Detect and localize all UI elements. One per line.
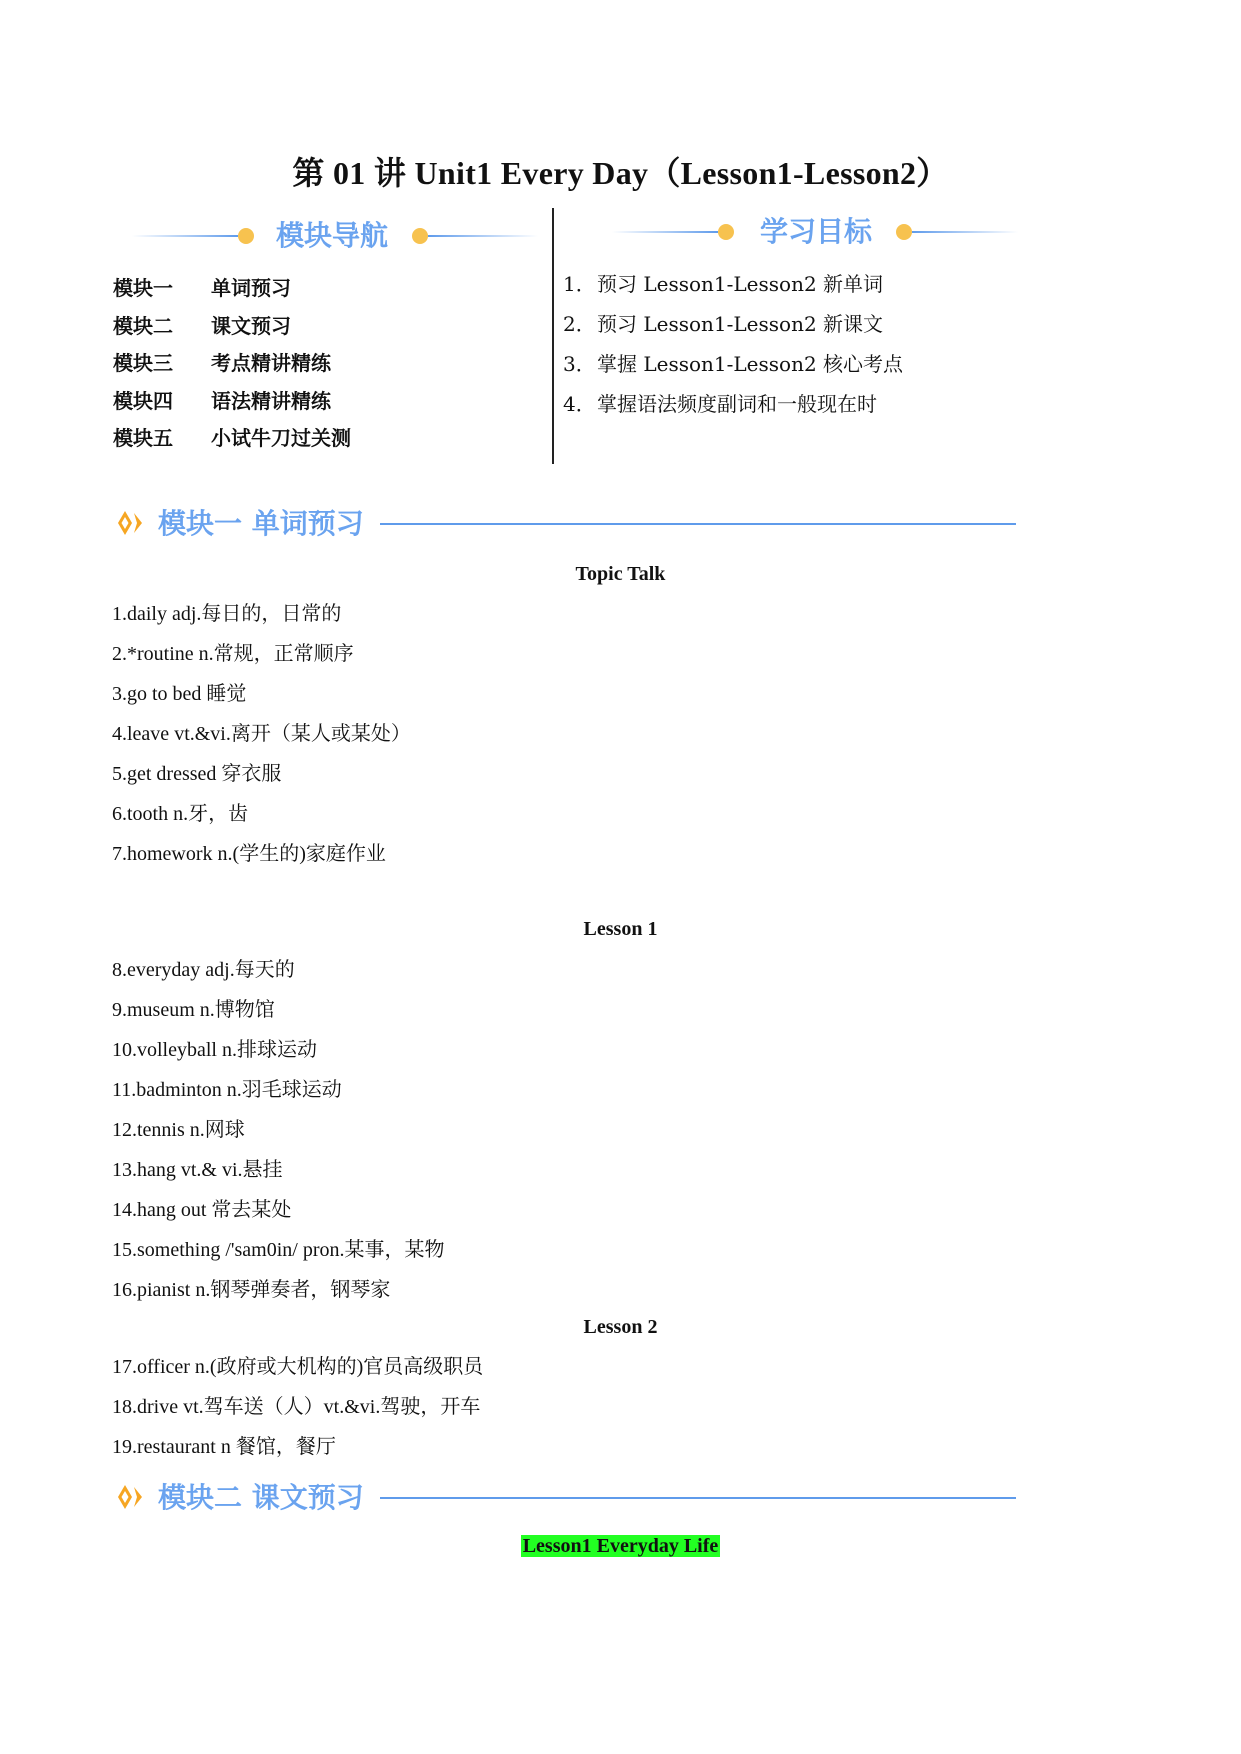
dot-icon [718,224,734,240]
vocab-item: 18.drive vt.驾车送（人）vt.&vi.驾驶，开车 [112,1396,481,1418]
vocab-item: 4.leave vt.&vi.离开（某人或某处） [112,723,411,745]
goal-item [563,344,903,384]
vocab-item: 8.everyday adj.每天的 [112,959,295,981]
nav-item[interactable] [113,383,351,421]
nav-item-module: 模块五 [113,426,173,450]
vocab-item: 12.tennis n.网球 [112,1119,245,1141]
nav-header-badge [132,216,542,256]
vocab-item: 19.restaurant n 餐馆，餐厅 [112,1436,336,1458]
lesson2-heading: Lesson 2 [583,1316,658,1338]
lesson1-vocab-list [112,950,444,1310]
goal-text: 预习 Lesson1-Lesson2 新单词 [597,272,884,296]
vocab-item: 10.volleyball n.排球运动 [112,1039,317,1061]
divider [912,231,1018,233]
learning-goals-list [563,264,903,424]
goal-text: 预习 Lesson1-Lesson2 新课文 [597,312,884,336]
nav-item[interactable] [113,270,351,308]
goals-header-badge [612,212,1022,252]
section-divider [380,1497,1016,1499]
goal-text: 掌握 Lesson1-Lesson2 核心考点 [597,352,904,376]
topic-talk-vocab-list [112,594,411,874]
goals-header-label: 学习目标 [760,215,873,248]
dot-icon [238,228,254,244]
lesson1-heading: Lesson 1 [583,918,658,940]
nav-item[interactable] [113,345,351,383]
nav-item-module: 模块三 [113,351,173,375]
nav-item-label: 语法精讲精练 [211,388,331,413]
nav-item[interactable] [113,308,351,346]
module-nav-list [113,270,351,458]
nav-item-label: 小试牛刀过关测 [211,426,351,450]
nav-item-module: 模块二 [113,313,173,338]
vocab-item: 11.badminton n.羽毛球运动 [112,1079,342,1101]
goal-text: 掌握语法频度副词和一般现在时 [597,392,877,416]
section-title: 模块二 课文预习 [158,1481,364,1514]
page-title: 第 01 讲 Unit1 Every Day（Lesson1-Lesson2） [292,155,949,191]
goal-number: 4． [563,392,596,416]
vocab-item: 7.homework n.(学生的)家庭作业 [112,843,386,865]
nav-item-label: 课文预习 [211,313,291,338]
vocab-item: 13.hang vt.& vi.悬挂 [112,1159,283,1181]
goal-item [563,264,903,304]
vocab-item: 1.daily adj.每日的，日常的 [112,603,342,625]
section-title: 模块一 单词预习 [158,507,364,540]
nav-item[interactable] [113,420,351,458]
vocab-item: 6.tooth n.牙，齿 [112,803,249,825]
dot-icon [412,228,428,244]
divider [428,235,538,237]
goal-item [563,384,903,424]
diamond-arrow-icon [116,1483,148,1511]
vocab-item: 17.officer n.(政府或大机构的)官员高级职员 [112,1356,484,1378]
lesson1-text-heading-wrap [0,1535,1241,1558]
nav-header-label: 模块导航 [276,219,389,252]
vocab-item: 9.museum n.博物馆 [112,999,275,1021]
section-header-vocab [116,503,1016,547]
divider [132,235,238,237]
nav-item-label: 单词预习 [211,276,291,300]
lesson1-text-heading: Lesson1 Everyday Life [522,1535,719,1557]
goal-number: 2． [563,312,596,336]
divider [612,231,718,233]
nav-item-label: 考点精讲精练 [211,351,331,375]
topic-talk-heading: Topic Talk [575,563,666,585]
section-header-text [116,1477,1016,1521]
vocab-item: 15.something /'sam0in/ pron.某事，某物 [112,1239,445,1261]
goal-number: 1． [563,272,596,296]
nav-item-module: 模块一 [113,276,173,300]
vocab-item: 3.go to bed 睡觉 [112,683,247,705]
vertical-divider [552,208,554,464]
vocab-item: 14.hang out 常去某处 [112,1199,292,1221]
section-divider [380,523,1016,525]
vocab-item: 16.pianist n.钢琴弹奏者，钢琴家 [112,1279,391,1301]
vocab-item: 2.*routine n.常规，正常顺序 [112,643,354,665]
goal-number: 3． [563,352,596,376]
vocab-item: 5.get dressed 穿衣服 [112,763,282,785]
lesson2-vocab-list [112,1347,483,1467]
nav-item-module: 模块四 [113,388,173,413]
diamond-arrow-icon [116,509,148,537]
goal-item [563,304,903,344]
dot-icon [896,224,912,240]
